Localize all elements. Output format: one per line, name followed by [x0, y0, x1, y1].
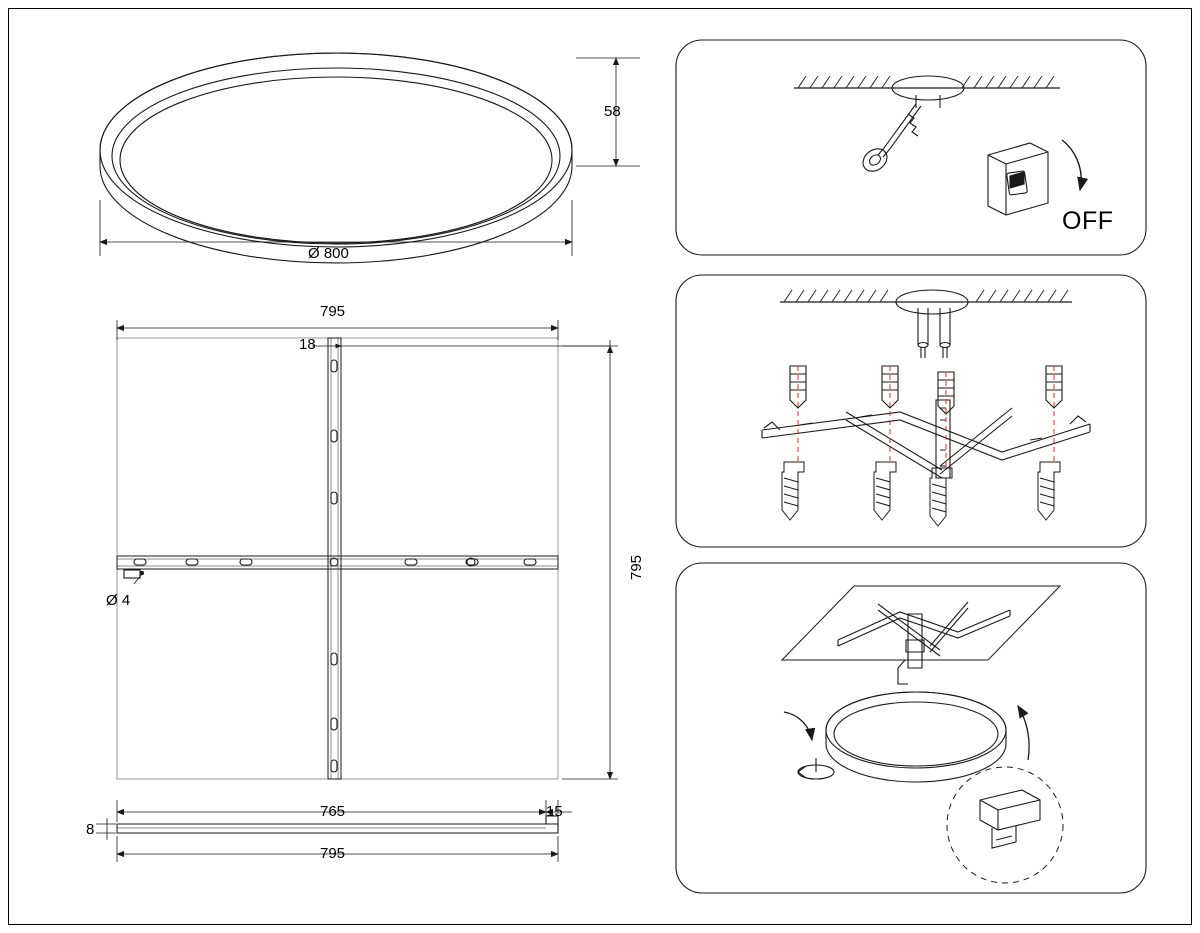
step-3-illustration	[782, 586, 1063, 883]
step-1-off-label: OFF	[1062, 207, 1114, 235]
dimension-label-15: 15	[546, 803, 563, 820]
dimension-label-795-total: 795	[320, 845, 346, 862]
dimension-plan-width-795	[117, 320, 558, 340]
leader-hole-diameter	[134, 574, 142, 584]
connector-detail-zoom	[980, 790, 1040, 848]
switch-icon	[988, 143, 1048, 215]
step-3-panel	[676, 563, 1146, 893]
dimension-label-height: 58	[604, 103, 621, 120]
luminaire-side-elevation-geometry	[100, 53, 572, 263]
dimension-label-8: 8	[86, 821, 95, 838]
mounting-bracket-plan-geometry	[117, 338, 558, 779]
dimension-label-765: 765	[320, 803, 346, 820]
dimension-label-offset-18: 18	[299, 336, 316, 353]
dimension-label-hole-diameter: Ø 4	[106, 592, 131, 609]
step-2-panel	[676, 275, 1146, 547]
dimension-label-plan-width: 795	[320, 303, 346, 320]
key-icon	[859, 104, 921, 176]
dimension-plan-height-795	[562, 346, 618, 779]
step-2-illustration	[762, 290, 1090, 526]
step-1-illustration	[794, 76, 1081, 215]
cross-bracket-icon	[762, 400, 1090, 478]
dowel-icon-group	[790, 366, 1062, 414]
connector-detail-icon	[898, 640, 924, 684]
luminaire-icon	[826, 692, 1006, 782]
screw-icon-group	[782, 462, 1060, 526]
rotate-arrow-icon	[798, 758, 834, 779]
dimension-label-plan-height: 795	[628, 554, 645, 580]
dimension-label-diameter: Ø 800	[308, 245, 349, 262]
